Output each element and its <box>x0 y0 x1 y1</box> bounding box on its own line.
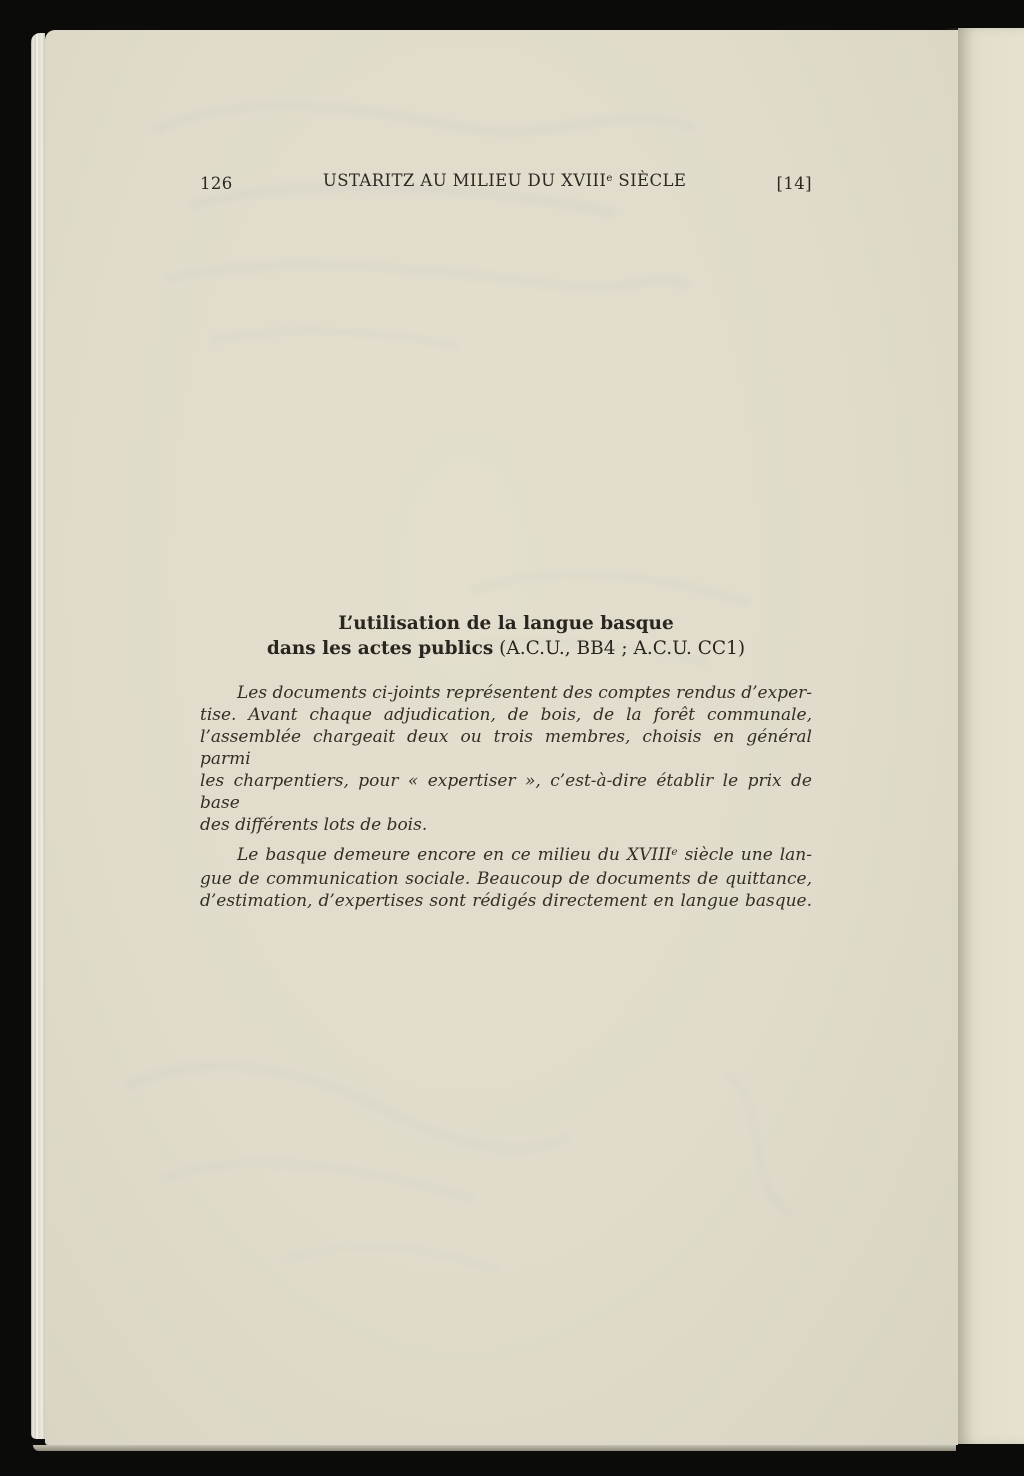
page-number: 126 <box>200 174 233 193</box>
running-head <box>200 171 812 194</box>
text-line: Le basque demeure encore en ce milieu du XVIIIe siècle une lan- <box>237 845 812 865</box>
text-line: les charpentiers, pour « expertiser », c’est-à-dire établir le prix de base <box>200 771 812 813</box>
text-line: gue de communication sociale. Beaucoup de documents de quittance, <box>200 869 812 889</box>
text-line: Les documents ci-joints représentent des comptes rendus d’exper- <box>237 683 812 703</box>
ordinal-superscript: e <box>671 846 678 859</box>
text-line: d’estimation, d’expertises sont rédigés directement en langue basque. <box>200 891 812 911</box>
body-text <box>200 682 812 912</box>
paragraph-1 <box>200 682 812 836</box>
paragraph-2 <box>200 844 812 912</box>
text-line: des différents lots de bois. <box>200 815 428 835</box>
ordinal-superscript: e <box>606 173 613 185</box>
section-title <box>200 611 812 661</box>
archive-references: (A.C.U., BB4 ; A.C.U. CC1) <box>493 638 746 659</box>
bracket-folio-number: [14] <box>776 174 812 193</box>
book-page <box>45 30 958 1445</box>
text-line: tise. Avant chaque adjudication, de bois, de la forêt communale, <box>200 705 812 725</box>
facing-page-edge <box>958 28 1024 1444</box>
running-title: USTARITZ AU MILIEU DU XVIIIe SIÈCLE <box>322 171 687 190</box>
section-title-line1: L’utilisation de la langue basque <box>338 613 674 634</box>
text-line: l’assemblée chargeait deux ou trois membres, choisis en général parmi <box>200 727 812 769</box>
section-title-line2: dans les actes publics (A.C.U., BB4 ; A.C.U. CC1) <box>266 638 746 659</box>
page-stack-edges <box>31 33 45 1439</box>
